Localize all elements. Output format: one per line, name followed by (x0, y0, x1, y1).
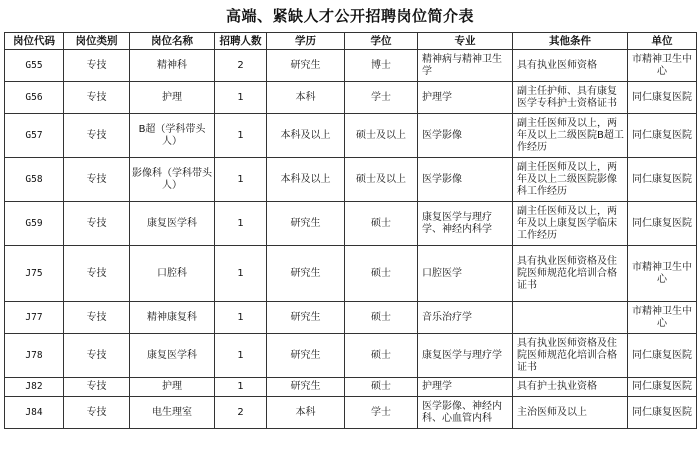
cell-code: G55 (5, 50, 64, 82)
cell-education: 研究生 (267, 378, 345, 397)
table-row (5, 202, 697, 246)
cell-conditions: 主治医师及以上 (513, 397, 628, 429)
cell-unit: 同仁康复医院 (628, 397, 697, 429)
cell-count: 2 (215, 397, 267, 429)
cell-name: 康复医学科 (130, 334, 215, 378)
cell-major: 康复医学与理疗学 (418, 334, 513, 378)
cell-conditions (513, 302, 628, 334)
cell-education: 研究生 (267, 202, 345, 246)
cell-unit: 同仁康复医院 (628, 158, 697, 202)
header-education: 学历 (267, 33, 345, 50)
cell-count: 1 (215, 378, 267, 397)
cell-education: 本科 (267, 397, 345, 429)
cell-code: J77 (5, 302, 64, 334)
cell-education: 研究生 (267, 302, 345, 334)
header-category: 岗位类别 (64, 33, 130, 50)
cell-degree: 学士 (345, 82, 418, 114)
cell-major: 医学影像 (418, 158, 513, 202)
cell-count: 1 (215, 302, 267, 334)
cell-name: 精神康复科 (130, 302, 215, 334)
cell-category: 专技 (64, 397, 130, 429)
cell-category: 专技 (64, 246, 130, 302)
cell-degree: 硕士 (345, 202, 418, 246)
cell-major: 精神病与精神卫生学 (418, 50, 513, 82)
recruitment-table (4, 32, 697, 429)
cell-conditions: 副主任医师及以上，两年及以上康复医学临床工作经历 (513, 202, 628, 246)
cell-education: 研究生 (267, 334, 345, 378)
cell-education: 本科及以上 (267, 158, 345, 202)
cell-degree: 硕士 (345, 246, 418, 302)
cell-major: 音乐治疗学 (418, 302, 513, 334)
table-row (5, 378, 697, 397)
cell-conditions: 副主任医师及以上，两年及以上二级医院B超工作经历 (513, 114, 628, 158)
table-row (5, 82, 697, 114)
cell-major: 护理学 (418, 82, 513, 114)
table-row (5, 158, 697, 202)
cell-name: 影像科（学科带头人） (130, 158, 215, 202)
cell-name: 口腔科 (130, 246, 215, 302)
cell-degree: 硕士 (345, 302, 418, 334)
cell-conditions: 具有执业医师资格及住院医师规范化培训合格证书 (513, 246, 628, 302)
cell-conditions: 副主任医师及以上，两年及以上二级医院影像科工作经历 (513, 158, 628, 202)
cell-category: 专技 (64, 114, 130, 158)
cell-degree: 硕士及以上 (345, 158, 418, 202)
cell-unit: 同仁康复医院 (628, 82, 697, 114)
cell-degree: 硕士 (345, 334, 418, 378)
cell-count: 2 (215, 50, 267, 82)
cell-major: 康复医学与理疗学、神经内科学 (418, 202, 513, 246)
cell-count: 1 (215, 202, 267, 246)
cell-category: 专技 (64, 334, 130, 378)
cell-category: 专技 (64, 82, 130, 114)
page-title: 高端、紧缺人才公开招聘岗位简介表 (225, 7, 474, 25)
cell-code: J78 (5, 334, 64, 378)
cell-education: 研究生 (267, 50, 345, 82)
cell-degree: 硕士 (345, 378, 418, 397)
table-row (5, 334, 697, 378)
header-unit: 单位 (628, 33, 697, 50)
cell-unit: 同仁康复医院 (628, 378, 697, 397)
cell-major: 护理学 (418, 378, 513, 397)
cell-count: 1 (215, 82, 267, 114)
table-row (5, 50, 697, 82)
cell-major: 口腔医学 (418, 246, 513, 302)
header-conditions: 其他条件 (513, 33, 628, 50)
cell-name: B超（学科带头人） (130, 114, 215, 158)
cell-major: 医学影像 (418, 114, 513, 158)
cell-degree: 硕士及以上 (345, 114, 418, 158)
cell-code: J84 (5, 397, 64, 429)
table-row (5, 397, 697, 429)
header-count: 招聘人数 (215, 33, 267, 50)
cell-category: 专技 (64, 378, 130, 397)
cell-category: 专技 (64, 302, 130, 334)
table-row (5, 246, 697, 302)
header-code: 岗位代码 (5, 33, 64, 50)
header-major: 专业 (418, 33, 513, 50)
table-row (5, 114, 697, 158)
cell-name: 电生理室 (130, 397, 215, 429)
cell-count: 1 (215, 158, 267, 202)
cell-code: J82 (5, 378, 64, 397)
cell-code: G58 (5, 158, 64, 202)
cell-conditions: 副主任护师、具有康复医学专科护士资格证书 (513, 82, 628, 114)
cell-unit: 市精神卫生中心 (628, 50, 697, 82)
cell-education: 本科 (267, 82, 345, 114)
cell-degree: 学士 (345, 397, 418, 429)
cell-education: 研究生 (267, 246, 345, 302)
cell-category: 专技 (64, 50, 130, 82)
cell-name: 护理 (130, 82, 215, 114)
header-name: 岗位名称 (130, 33, 215, 50)
cell-name: 精神科 (130, 50, 215, 82)
cell-category: 专技 (64, 158, 130, 202)
table-row (5, 302, 697, 334)
cell-category: 专技 (64, 202, 130, 246)
cell-name: 护理 (130, 378, 215, 397)
cell-code: G57 (5, 114, 64, 158)
cell-unit: 市精神卫生中心 (628, 302, 697, 334)
cell-unit: 同仁康复医院 (628, 202, 697, 246)
cell-major: 医学影像、神经内科、心血管内科 (418, 397, 513, 429)
cell-count: 1 (215, 334, 267, 378)
header-row (5, 33, 697, 50)
cell-conditions: 具有执业医师资格 (513, 50, 628, 82)
cell-degree: 博士 (345, 50, 418, 82)
cell-unit: 同仁康复医院 (628, 334, 697, 378)
cell-code: G59 (5, 202, 64, 246)
cell-count: 1 (215, 114, 267, 158)
cell-code: G56 (5, 82, 64, 114)
cell-unit: 市精神卫生中心 (628, 246, 697, 302)
cell-conditions: 具有执业医师资格及住院医师规范化培训合格证书 (513, 334, 628, 378)
header-degree: 学位 (345, 33, 418, 50)
cell-count: 1 (215, 246, 267, 302)
cell-name: 康复医学科 (130, 202, 215, 246)
cell-education: 本科及以上 (267, 114, 345, 158)
cell-code: J75 (5, 246, 64, 302)
cell-unit: 同仁康复医院 (628, 114, 697, 158)
cell-conditions: 具有护士执业资格 (513, 378, 628, 397)
